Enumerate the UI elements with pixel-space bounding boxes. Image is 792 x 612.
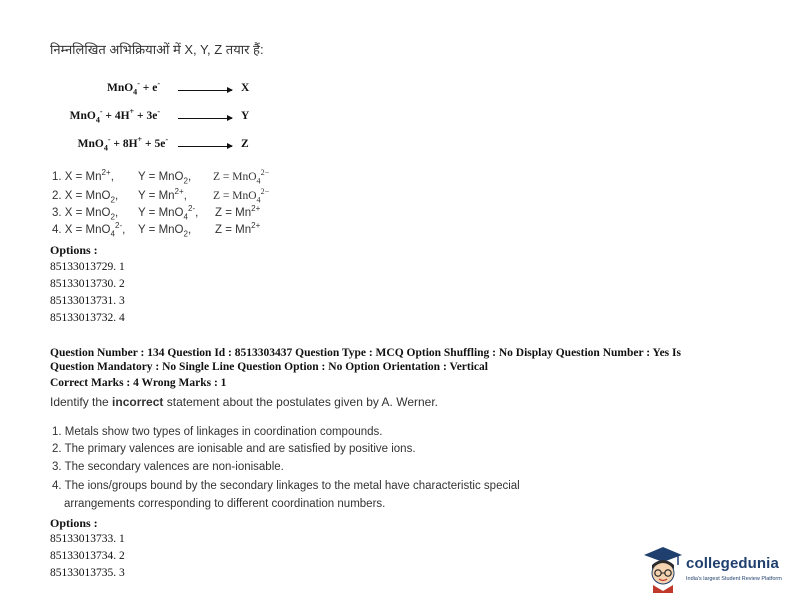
- option-code: 85133013733. 1: [50, 533, 125, 545]
- option-4-z: $Z = Mn^{2+}$: [215, 221, 261, 236]
- arrow-icon: [178, 90, 232, 91]
- question-intro: निम्नलिखित अभिक्रियाओं में X, Y, Z तयार हैं:: [50, 42, 264, 57]
- statement-4: 4. The ions/groups bound by the secondary linkages to the metal have characteristic special: [52, 480, 520, 492]
- reaction-2-product: Y: [241, 110, 250, 122]
- reaction-2-lhs: MnO$_4$- + 4H+ + 3e-: [69, 107, 160, 125]
- arrow-icon: [178, 146, 232, 147]
- option-3-z: $Z = Mn^{2+}$: [215, 204, 261, 219]
- reaction-3: [40, 135, 168, 154]
- options-label: Options :: [50, 516, 98, 530]
- option-1-y: Y = MnO$_2$,: [138, 171, 192, 186]
- collegedunia-logo: [642, 545, 787, 595]
- reaction-2: [40, 107, 160, 126]
- option-code: 85133013735. 3: [50, 567, 125, 579]
- option-code: 85133013731. 3: [50, 295, 125, 307]
- option-4-y: Y = MnO$_2$,: [138, 224, 192, 239]
- arrow-icon: [178, 118, 232, 119]
- option-2-y: $Y = Mn^{2+}$,: [138, 187, 187, 202]
- question-meta: Question Number : 134 Question Id : 8513303437 Question Type : MCQ Option Shuffling : No Display Question Number : Yes Is: [50, 347, 681, 359]
- option-2-x: 2. X = MnO$_2$,: [52, 190, 119, 205]
- statement-2: 2. The primary valences are ionisable and are satisfied by positive ions.: [52, 443, 416, 455]
- option-2-z: Z = MnO$_4^{2-}$: [213, 187, 270, 205]
- option-3-x: 3. X = MnO$_2$,: [52, 207, 119, 222]
- option-4-x: 4. X = MnO$_4^{2-}$,: [52, 221, 126, 239]
- option-code: 85133013732. 4: [50, 312, 125, 324]
- option-3-y: Y = MnO$_4^{2-}$,: [138, 204, 199, 222]
- option-1-z: Z = MnO$_4^{2-}$: [213, 168, 270, 186]
- option-1-x: 1. $X = Mn^{2+}$,: [52, 168, 114, 183]
- question-meta: Question Mandatory : No Single Line Question Option : No Option Orientation : Vertical: [50, 361, 488, 373]
- logo-name: collegedunia: [686, 555, 779, 572]
- logo-tagline: India's largest Student Review Platform: [686, 576, 782, 582]
- option-code: 85133013729. 1: [50, 261, 125, 273]
- statement-3: 3. The secondary valences are non-ionisable.: [52, 461, 284, 473]
- statement-1: 1. Metals show two types of linkages in coordination compounds.: [52, 426, 383, 438]
- option-code: 85133013730. 2: [50, 278, 125, 290]
- options-label: Options :: [50, 243, 98, 257]
- reaction-1-product: X: [241, 82, 250, 94]
- reaction-1: [60, 79, 160, 98]
- reaction-1-lhs: MnO$_4$- + e-: [106, 79, 160, 97]
- graduate-mascot-icon: [642, 545, 684, 593]
- question-text: Identify the incorrect statement about the postulates given by A. Werner.: [50, 395, 439, 409]
- reaction-3-product: Z: [241, 138, 249, 150]
- reaction-3-lhs: MnO$_4$- + 8H+ + 5e-: [77, 135, 168, 153]
- option-code: 85133013734. 2: [50, 550, 125, 562]
- statement-4-continued: arrangements corresponding to different coordination numbers.: [64, 498, 386, 510]
- marks: Correct Marks : 4 Wrong Marks : 1: [50, 377, 227, 389]
